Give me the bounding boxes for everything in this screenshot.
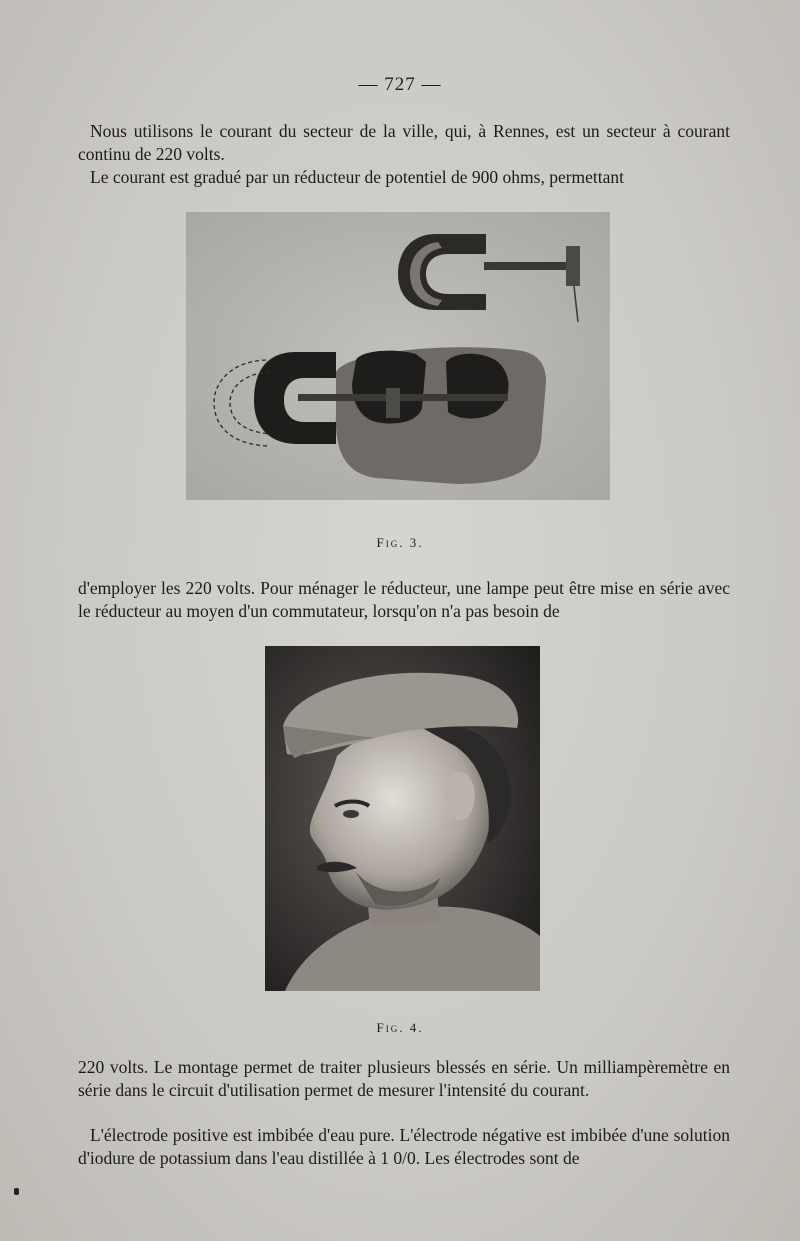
paragraph-2-text: Le courant est gradué par un réducteur de potentiel de 900 ohms, permettant — [90, 167, 625, 187]
electrode-apparatus-icon — [186, 212, 610, 500]
paragraph-5 — [78, 1124, 730, 1170]
paragraph-2 — [78, 166, 730, 189]
paragraph-1-text: Nous utilisons le courant du secteur de la ville, qui, à Rennes, est un secteur à courant continu de 220 volts. — [78, 121, 730, 164]
portrait-photograph-icon — [265, 646, 540, 991]
paragraph-3 — [78, 577, 730, 623]
paragraph-3-text: d'employer les 220 volts. Pour ménager le réducteur, une lampe peut être mise en série avec le réducteur au moyen d'un commutateur, lorsqu'on n'a pas besoin de — [78, 578, 730, 621]
figure-3-caption: Fig. 3. — [376, 535, 424, 550]
figure-4-photograph — [265, 646, 540, 991]
paragraph-5-text: L'électrode positive est imbibée d'eau pure. L'électrode négative est imbibée d'une solution d'iodure de potassium dans l'eau distillée à 1 0/0. Les électrodes sont de — [78, 1125, 730, 1168]
paragraph-1 — [78, 120, 730, 166]
figure-4-caption: Fig. 4. — [376, 1020, 424, 1035]
paragraph-4 — [78, 1056, 730, 1102]
paragraph-4-text: 220 volts. Le montage permet de traiter plusieurs blessés en série. Un milliampèremètre en série dans le circuit d'utilisation permet de mesurer l'intensité du courant. — [78, 1057, 730, 1100]
figure-3-illustration — [186, 212, 610, 500]
margin-mark — [14, 1188, 19, 1195]
page-number: — 727 — — [358, 74, 442, 95]
